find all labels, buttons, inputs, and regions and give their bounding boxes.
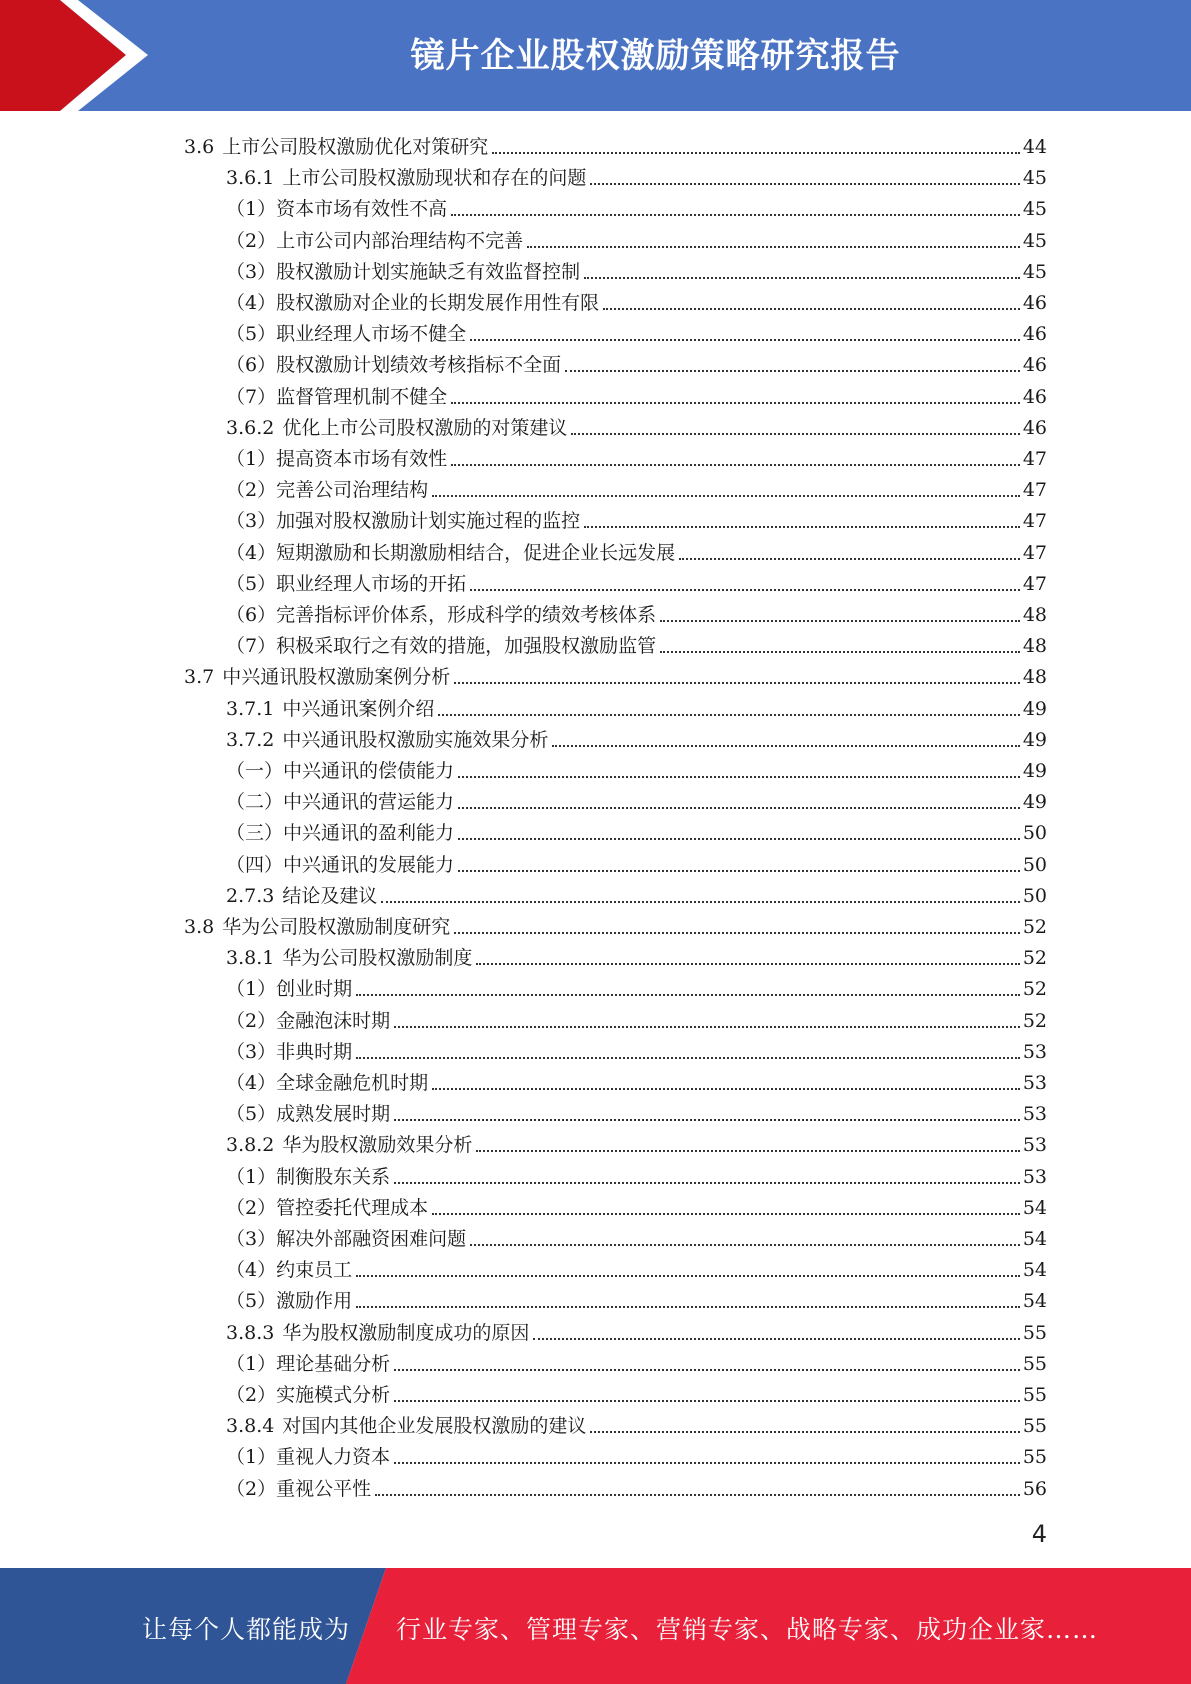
toc-entry-level-3	[226, 1095, 1047, 1126]
toc-entry-level-3	[226, 1345, 1047, 1376]
toc-entry-page: 46	[1022, 354, 1047, 377]
toc-entry-number: 2.7.3	[226, 884, 275, 907]
toc-dot-leader	[381, 900, 1019, 903]
toc-entry-title: 解决外部融资困难问题	[276, 1228, 467, 1250]
toc-entry-level-3	[226, 1376, 1047, 1407]
toc-dot-leader	[565, 369, 1020, 372]
footer-slogan-right: 行业专家、管理专家、营销专家、战略专家、成功企业家……	[396, 1615, 1099, 1644]
toc-dot-leader	[454, 931, 1020, 934]
toc-entry-number: （4）	[226, 1259, 277, 1282]
toc-entry-page: 45	[1022, 198, 1047, 221]
toc-entry-level-3	[226, 440, 1047, 471]
toc-entry-page: 53	[1022, 1072, 1047, 1094]
toc-entry-title: 积极采取行之有效的措施，加强股权激励监管	[276, 635, 657, 658]
toc-entry-level-3	[226, 502, 1047, 533]
toc-entry-title: 激励作用	[276, 1290, 353, 1313]
toc-dot-leader	[432, 494, 1020, 497]
toc-entry-title: 重视公平性	[276, 1477, 372, 1500]
toc-entry-page: 45	[1022, 229, 1047, 252]
toc-entry-number: （3）	[226, 1228, 277, 1250]
toc-entry-level-3	[226, 1189, 1047, 1220]
toc-entry-level-2	[226, 690, 1047, 721]
toc-entry-level-3	[226, 814, 1047, 845]
toc-entry-number: 3.6	[184, 136, 215, 158]
toc-entry-number: （三）	[226, 822, 284, 845]
toc-entry-number: （1）	[226, 448, 277, 470]
toc-entry-title: 短期激励和长期激励相结合，促进企业长远发展	[276, 541, 676, 564]
toc-entry-page: 46	[1022, 323, 1047, 346]
header-red-chevron	[0, 0, 126, 111]
toc-entry-page: 54	[1022, 1196, 1047, 1219]
toc-entry-number: 3.6.2	[226, 416, 275, 439]
toc-entry-page: 50	[1022, 884, 1047, 907]
toc-entry-title: 完善指标评价体系，形成科学的绩效考核体系	[276, 604, 657, 626]
toc-entry-number: 3.6.1	[226, 167, 275, 190]
toc-dot-leader	[527, 245, 1020, 248]
page-header	[0, 0, 1191, 111]
toc-entry-level-3	[226, 1064, 1047, 1095]
toc-entry-title: 股权激励计划绩效考核指标不全面	[276, 354, 562, 377]
toc-dot-leader	[356, 993, 1020, 996]
toc-dot-leader	[356, 1056, 1020, 1059]
toc-entry-level-3	[226, 346, 1047, 377]
toc-entry-title: 华为公司股权激励制度	[282, 947, 473, 970]
toc-entry-level-2	[226, 1314, 1047, 1345]
toc-entry-level-2	[226, 159, 1047, 190]
toc-entry-number: （4）	[226, 292, 277, 314]
toc-entry-number: （1）	[226, 198, 277, 221]
toc-entry-number: 3.7	[184, 666, 215, 689]
toc-dot-leader	[432, 1087, 1020, 1090]
toc-entry-number: 3.7.1	[226, 697, 275, 720]
toc-entry-number: （2）	[226, 1384, 277, 1406]
toc-dot-leader	[476, 1149, 1019, 1152]
toc-entry-level-3	[226, 1158, 1047, 1189]
toc-entry-number: （3）	[226, 510, 277, 533]
toc-entry-number: （2）	[226, 1477, 277, 1500]
toc-entry-title: 中兴通讯的营运能力	[283, 791, 455, 814]
toc-entry-page: 44	[1022, 136, 1047, 158]
toc-entry-page: 52	[1022, 1009, 1047, 1032]
toc-entry-level-3	[226, 1033, 1047, 1064]
toc-entry-level-3	[226, 627, 1047, 658]
toc-entry-title: 加强对股权激励计划实施过程的监控	[276, 510, 581, 533]
toc-entry-level-3	[226, 565, 1047, 596]
toc-entry-page: 46	[1022, 385, 1047, 408]
toc-entry-page: 54	[1022, 1259, 1047, 1282]
toc-entry-title: 成熟发展时期	[276, 1103, 391, 1126]
toc-entry-page: 55	[1022, 1384, 1047, 1406]
report-title: 镜片企业股权激励策略研究报告	[410, 36, 901, 76]
toc-entry-title: 职业经理人市场的开拓	[276, 572, 467, 595]
toc-entry-number: （5）	[226, 323, 277, 346]
toc-entry-number: （1）	[226, 978, 277, 1001]
toc-entry-page: 47	[1022, 510, 1047, 533]
toc-entry-number: （一）	[226, 760, 284, 782]
toc-entry-number: （1）	[226, 1165, 277, 1188]
toc-dot-leader	[470, 338, 1020, 341]
toc-entry-level-3	[226, 1251, 1047, 1282]
toc-entry-level-3	[226, 846, 1047, 877]
toc-entry-page: 56	[1022, 1477, 1047, 1500]
toc-entry-title: 股权激励计划实施缺乏有效监督控制	[276, 260, 581, 283]
toc-entry-page: 48	[1022, 666, 1047, 689]
toc-entry-page: 55	[1022, 1446, 1047, 1469]
toc-dot-leader	[590, 1430, 1019, 1433]
toc-entry-level-1	[184, 128, 1047, 159]
toc-entry-title: 职业经理人市场不健全	[276, 323, 467, 346]
toc-dot-leader	[432, 1212, 1020, 1215]
toc-entry-page: 45	[1022, 167, 1047, 190]
toc-entry-level-3	[226, 1282, 1047, 1313]
toc-entry-title: 上市公司股权激励优化对策研究	[222, 136, 489, 158]
toc-dot-leader	[552, 744, 1019, 747]
toc-entry-title: 实施模式分析	[276, 1384, 391, 1406]
toc-entry-page: 49	[1022, 697, 1047, 720]
toc-entry-page: 54	[1022, 1290, 1047, 1313]
toc-entry-page: 52	[1022, 916, 1047, 938]
toc-dot-leader	[394, 1181, 1020, 1184]
toc-entry-title: 理论基础分析	[276, 1352, 391, 1375]
toc-entry-level-2	[226, 409, 1047, 440]
toc-entry-level-3	[226, 190, 1047, 221]
toc-entry-page: 47	[1022, 572, 1047, 595]
toc-entry-page: 47	[1022, 479, 1047, 502]
toc-entry-title: 非典时期	[276, 1040, 353, 1063]
toc-entry-number: （6）	[226, 354, 277, 377]
toc-entry-number: 3.8.4	[226, 1415, 275, 1438]
toc-entry-number: 3.8.2	[226, 1134, 275, 1157]
toc-entry-title: 华为公司股权激励制度研究	[222, 916, 451, 938]
toc-entry-page: 47	[1022, 448, 1047, 470]
toc-entry-number: （2）	[226, 479, 277, 502]
toc-entry-number: （7）	[226, 635, 277, 658]
toc-entry-title: 上市公司内部治理结构不完善	[276, 229, 524, 252]
toc-dot-leader	[533, 1337, 1019, 1340]
toc-entry-level-3	[226, 284, 1047, 315]
toc-dot-leader	[438, 713, 1019, 716]
toc-dot-leader	[492, 151, 1020, 154]
toc-entry-title: 中兴通讯股权激励案例分析	[222, 666, 451, 689]
toc-dot-leader	[458, 837, 1020, 840]
toc-entry-level-3	[226, 752, 1047, 783]
toc-entry-level-3	[226, 222, 1047, 253]
toc-dot-leader	[375, 1493, 1020, 1496]
toc-entry-title: 中兴通讯的偿债能力	[283, 760, 455, 782]
toc-entry-number: （1）	[226, 1446, 277, 1469]
toc-entry-page: 50	[1022, 822, 1047, 845]
toc-entry-title: 中兴通讯股权激励实施效果分析	[282, 728, 549, 751]
toc-entry-level-2	[226, 1407, 1047, 1438]
header-chevron-graphic	[0, 0, 160, 111]
toc-entry-page: 49	[1022, 760, 1047, 782]
toc-entry-number: （5）	[226, 1103, 277, 1126]
toc-entry-level-3	[226, 378, 1047, 409]
toc-dot-leader	[660, 619, 1020, 622]
toc-entry-title: 完善公司治理结构	[276, 479, 429, 502]
toc-entry-level-3	[226, 534, 1047, 565]
toc-dot-leader	[470, 588, 1020, 591]
toc-dot-leader	[476, 962, 1019, 965]
toc-entry-page: 53	[1022, 1040, 1047, 1063]
toc-entry-title: 上市公司股权激励现状和存在的问题	[282, 167, 587, 190]
toc-dot-leader	[590, 182, 1019, 185]
toc-entry-level-2	[226, 721, 1047, 752]
toc-dot-leader	[394, 1368, 1020, 1371]
toc-dot-leader	[603, 307, 1020, 310]
toc-dot-leader	[660, 650, 1020, 653]
toc-dot-leader	[356, 1274, 1020, 1277]
page-number: 4	[1031, 1520, 1047, 1548]
toc-entry-title: 股权激励对企业的长期发展作用性有限	[276, 292, 600, 314]
toc-entry-page: 55	[1022, 1415, 1047, 1438]
toc-entry-title: 资本市场有效性不高	[276, 198, 448, 221]
toc-entry-number: （4）	[226, 1072, 277, 1094]
toc-dot-leader	[584, 276, 1020, 279]
toc-entry-number: （2）	[226, 1009, 277, 1032]
toc-entry-level-2	[226, 1126, 1047, 1157]
toc-entry-number: （4）	[226, 541, 277, 564]
toc-entry-number: （3）	[226, 260, 277, 283]
toc-entry-title: 金融泡沫时期	[276, 1009, 391, 1032]
toc-dot-leader	[394, 1118, 1020, 1121]
toc-entry-title: 制衡股东关系	[276, 1165, 391, 1188]
toc-entry-title: 创业时期	[276, 978, 353, 1001]
toc-entry-page: 45	[1022, 260, 1047, 283]
toc-dot-leader	[458, 869, 1020, 872]
toc-dot-leader	[394, 1025, 1020, 1028]
toc-entry-level-3	[226, 1470, 1047, 1501]
toc-dot-leader	[584, 525, 1020, 528]
toc-entry-level-3	[226, 1438, 1047, 1469]
toc-entry-level-1	[184, 908, 1047, 939]
toc-dot-leader	[571, 432, 1019, 435]
toc-entry-level-3	[226, 253, 1047, 284]
toc-entry-title: 优化上市公司股权激励的对策建议	[282, 416, 568, 439]
toc-entry-title: 全球金融危机时期	[276, 1072, 429, 1094]
toc-entry-title: 中兴通讯的盈利能力	[283, 822, 455, 845]
footer-slogan-left: 让每个人都能成为	[142, 1615, 351, 1644]
toc-entry-page: 49	[1022, 791, 1047, 814]
toc-entry-page: 50	[1022, 853, 1047, 876]
toc-entry-page: 46	[1022, 416, 1047, 439]
toc-entry-level-3	[226, 1002, 1047, 1033]
toc-entry-number: 3.8.1	[226, 947, 275, 970]
toc-entry-page: 55	[1022, 1352, 1047, 1375]
toc-entry-title: 监督管理机制不健全	[276, 385, 448, 408]
toc-entry-number: （二）	[226, 791, 284, 814]
toc-entry-level-3	[226, 471, 1047, 502]
toc-entry-level-3	[226, 1220, 1047, 1251]
toc-entry-number: （5）	[226, 572, 277, 595]
toc-entry-page: 53	[1022, 1165, 1047, 1188]
toc-entry-number: （2）	[226, 1196, 277, 1219]
toc-entry-level-3	[226, 596, 1047, 627]
toc-entry-number: （1）	[226, 1352, 277, 1375]
toc-entry-page: 48	[1022, 635, 1047, 658]
toc-entry-page: 54	[1022, 1228, 1047, 1250]
toc-dot-leader	[470, 1243, 1020, 1246]
toc-entry-number: （6）	[226, 604, 277, 626]
toc-dot-leader	[451, 463, 1020, 466]
toc-dot-leader	[451, 401, 1020, 404]
toc-dot-leader	[458, 775, 1020, 778]
toc-entry-level-3	[226, 970, 1047, 1001]
toc-entry-title: 约束员工	[276, 1259, 353, 1282]
toc-entry-number: （2）	[226, 229, 277, 252]
toc-dot-leader	[394, 1461, 1020, 1464]
toc-entry-level-2	[226, 939, 1047, 970]
toc-entry-number: 3.7.2	[226, 728, 275, 751]
toc-entry-page: 52	[1022, 978, 1047, 1001]
toc-dot-leader	[679, 557, 1020, 560]
toc-entry-page: 53	[1022, 1134, 1047, 1157]
toc-entry-level-1	[184, 658, 1047, 689]
toc-entry-level-3	[226, 315, 1047, 346]
toc-dot-leader	[451, 213, 1020, 216]
toc-entry-number: （四）	[226, 853, 284, 876]
toc-entry-page: 47	[1022, 541, 1047, 564]
toc-entry-title: 华为股权激励制度成功的原因	[282, 1321, 530, 1344]
toc-entry-page: 49	[1022, 728, 1047, 751]
toc-entry-level-3	[226, 783, 1047, 814]
toc-entry-title: 中兴通讯的发展能力	[283, 853, 455, 876]
toc-entry-page: 46	[1022, 292, 1047, 314]
toc-entry-level-2	[226, 877, 1047, 908]
toc-dot-leader	[394, 1399, 1020, 1402]
toc-entry-number: 3.8.3	[226, 1321, 275, 1344]
page-footer	[0, 1568, 1191, 1684]
toc-entry-number: （5）	[226, 1290, 277, 1313]
toc-entry-page: 48	[1022, 604, 1047, 626]
toc-dot-leader	[356, 1305, 1020, 1308]
toc-entry-page: 55	[1022, 1321, 1047, 1344]
toc-entry-number: 3.8	[184, 916, 215, 938]
toc-entry-title: 结论及建议	[282, 884, 378, 907]
toc-entry-title: 管控委托代理成本	[276, 1196, 429, 1219]
toc-entry-title: 重视人力资本	[276, 1446, 391, 1469]
toc-entry-title: 华为股权激励效果分析	[282, 1134, 473, 1157]
toc-dot-leader	[458, 806, 1020, 809]
toc-entry-title: 中兴通讯案例介绍	[282, 697, 435, 720]
toc-dot-leader	[454, 681, 1020, 684]
toc-entry-number: （3）	[226, 1040, 277, 1063]
toc-entry-page: 52	[1022, 947, 1047, 970]
toc-entry-title: 对国内其他企业发展股权激励的建议	[282, 1415, 587, 1438]
toc-entry-title: 提高资本市场有效性	[276, 448, 448, 470]
toc-entry-number: （7）	[226, 385, 277, 408]
toc-entry-page: 53	[1022, 1103, 1047, 1126]
